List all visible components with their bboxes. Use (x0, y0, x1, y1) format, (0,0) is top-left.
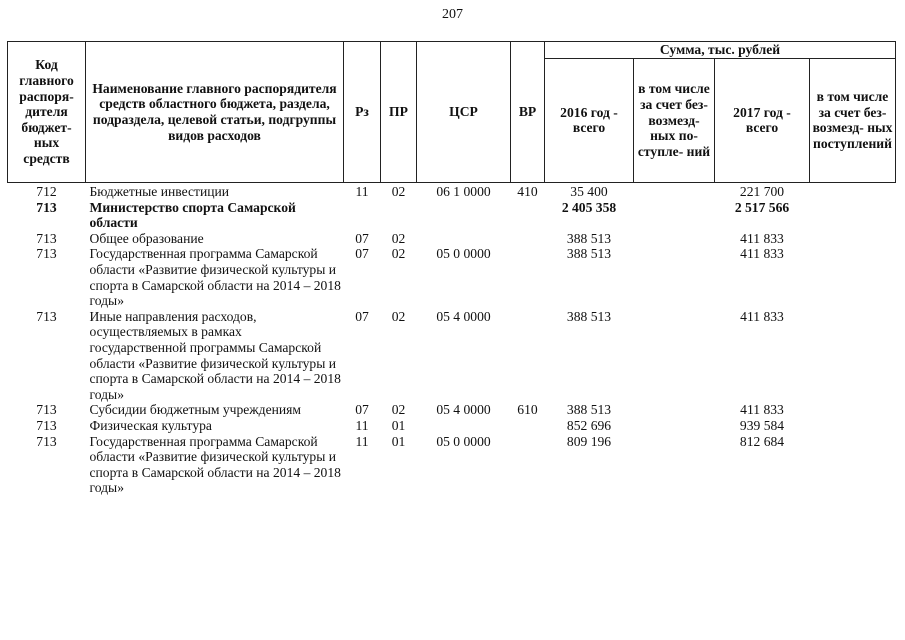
cell-csr (417, 418, 511, 434)
cell-csr (417, 231, 511, 247)
table-row (8, 246, 896, 308)
table-row (8, 231, 896, 247)
cell-2017-total: 411 833 (740, 230, 784, 246)
cell-kod: 713 (36, 402, 57, 418)
cell-kod: 713 (36, 417, 57, 433)
page-number: 207 (442, 7, 463, 22)
cell-2016-total: 388 513 (566, 308, 612, 324)
cell-pr: 02 (391, 230, 406, 246)
cell-2016-total: 35 400 (570, 184, 608, 199)
cell-kod: 713 (36, 246, 57, 262)
table-row (8, 434, 896, 496)
cell-name: Физическая культура (89, 417, 212, 433)
cell-vr (511, 434, 545, 496)
cell-pr: 02 (391, 246, 406, 262)
cell-2016-free (634, 309, 715, 403)
cell-2017-total: 2 517 566 (734, 199, 790, 215)
table-header (8, 42, 896, 183)
cell-2017-free (810, 434, 896, 496)
header-rz: Рз (344, 42, 381, 183)
cell-kod: 712 (36, 184, 57, 199)
cell-vr (511, 200, 545, 231)
cell-rz: 07 (355, 230, 369, 246)
header-name: Наименование главного распорядителя средств областного бюджета, раздела, подраздела, целевой статьи, подгруппы видов расходов (86, 42, 344, 183)
cell-csr: 06 1 0000 (436, 184, 491, 199)
cell-csr (417, 200, 511, 231)
cell-pr: 02 (391, 184, 406, 199)
cell-2016-free (634, 183, 715, 200)
cell-kod: 713 (36, 230, 57, 246)
cell-2016-free (634, 402, 715, 418)
cell-name: Государственная программа Самарской области «Развитие физической культуры и спорта в Самарской области на 2014 – 2018 годы» (89, 246, 341, 309)
cell-2016-total: 852 696 (566, 417, 612, 433)
table-body (8, 183, 896, 496)
table-row (8, 183, 896, 200)
cell-vr (511, 309, 545, 403)
cell-pr: 01 (391, 433, 406, 449)
cell-name: Государственная программа Самарской области «Развитие физической культуры и спорта в Самарской области на 2014 – 2018 годы» (89, 433, 341, 496)
cell-2017-total: 411 833 (740, 246, 784, 262)
cell-name: Иные направления расходов, осуществляемых в рамках государственной программы Самарской области «Развитие физической культуры и спорта в Самарской области на 2014 – 2018 годы» (89, 308, 341, 402)
cell-rz: 07 (355, 308, 369, 324)
cell-2016-total: 388 513 (566, 230, 612, 246)
header-2016-total: 2016 год - всего (545, 58, 634, 182)
cell-kod: 713 (36, 433, 57, 449)
cell-2017-free (810, 246, 896, 308)
cell-2017-total: 411 833 (740, 402, 784, 418)
header-2016-free: в том числе за счет без- возмезд- ных по- ступле- ний (634, 58, 715, 182)
header-2017-total: 2017 год - всего (715, 58, 810, 182)
table-row (8, 309, 896, 403)
cell-vr (511, 231, 545, 247)
cell-name: Общее образование (89, 230, 204, 246)
header-2017-free: в том числе за счет без- возмезд- ных поступлений (810, 58, 896, 182)
table-row (8, 418, 896, 434)
budget-table (7, 41, 896, 496)
cell-2016-free (634, 418, 715, 434)
cell-csr: 05 4 0000 (436, 402, 491, 418)
cell-2016-total: 388 513 (566, 402, 612, 418)
cell-2016-free (634, 246, 715, 308)
cell-2016-total: 2 405 358 (561, 199, 617, 215)
cell-rz: 11 (355, 417, 369, 433)
cell-name: Министерство спорта Самарской области (89, 199, 296, 231)
header-sum: Сумма, тыс. рублей (545, 42, 896, 59)
cell-2016-free (634, 434, 715, 496)
cell-rz: 07 (355, 246, 369, 262)
cell-csr: 05 4 0000 (436, 308, 491, 324)
cell-name: Бюджетные инвестиции (89, 184, 230, 199)
cell-2017-total: 812 684 (739, 433, 785, 449)
cell-2016-free (634, 231, 715, 247)
cell-kod: 713 (36, 308, 57, 324)
cell-vr: 610 (517, 402, 538, 418)
header-vr: ВР (511, 42, 545, 183)
cell-pr (381, 200, 417, 231)
header-kod: Код главного распоря- дителя бюджет- ных средств (8, 42, 86, 183)
cell-vr (511, 418, 545, 434)
cell-2017-free (810, 309, 896, 403)
cell-name: Субсидии бюджетным учреждениям (89, 402, 302, 418)
cell-pr: 02 (391, 308, 406, 324)
cell-csr: 05 0 0000 (436, 433, 491, 449)
header-csr: ЦСР (417, 42, 511, 183)
cell-2017-free (810, 402, 896, 418)
cell-2017-free (810, 183, 896, 200)
cell-vr: 410 (517, 184, 538, 199)
cell-csr: 05 0 0000 (436, 246, 491, 262)
cell-rz: 07 (355, 402, 369, 418)
table-row (8, 200, 896, 231)
cell-pr: 02 (391, 402, 406, 418)
cell-rz: 11 (355, 433, 369, 449)
cell-2017-total: 221 700 (739, 184, 785, 199)
cell-vr (511, 246, 545, 308)
cell-rz: 11 (355, 184, 369, 199)
cell-2017-free (810, 231, 896, 247)
cell-2016-total: 809 196 (566, 433, 612, 449)
cell-2017-total: 411 833 (740, 308, 784, 324)
cell-2016-free (634, 200, 715, 231)
header-pr: ПР (381, 42, 417, 183)
cell-2017-free (810, 418, 896, 434)
cell-pr: 01 (391, 417, 406, 433)
table-row (8, 402, 896, 418)
cell-kod: 713 (36, 199, 57, 215)
cell-rz (344, 200, 381, 231)
cell-2017-total: 939 584 (739, 417, 785, 433)
cell-2017-free (810, 200, 896, 231)
cell-2016-total: 388 513 (566, 246, 612, 262)
